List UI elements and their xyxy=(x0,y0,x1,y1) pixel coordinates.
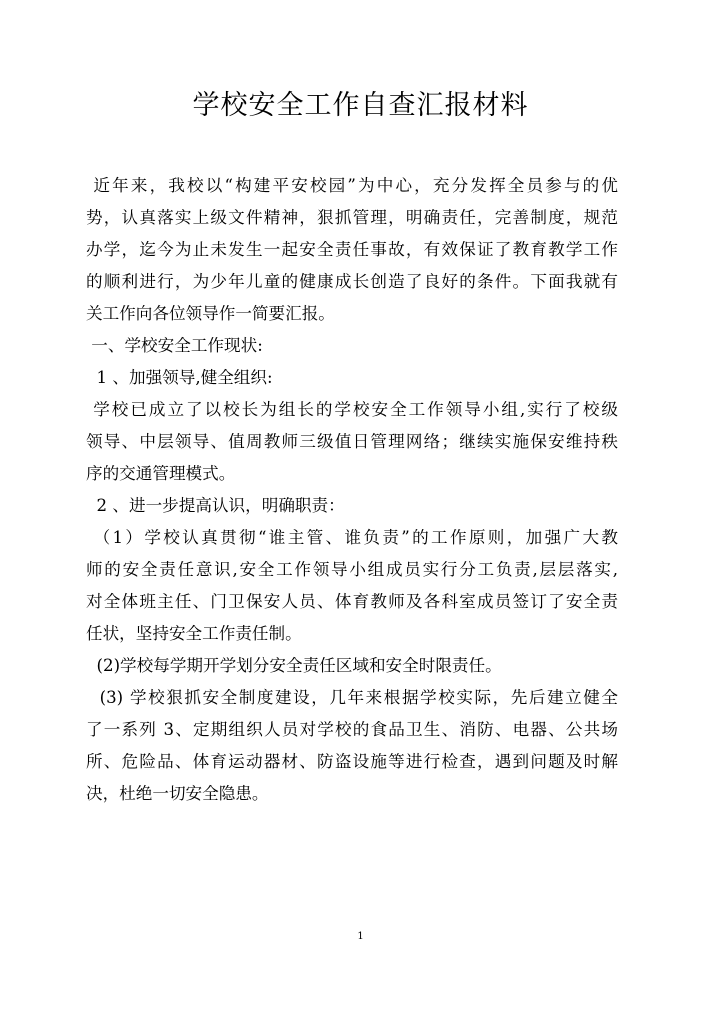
text-line: 一、学校安全工作现状: xyxy=(86,336,263,355)
text-line: 对全体班主任、门卫保安人员、体育教师及各科室成员签订了安全责 xyxy=(86,592,618,611)
text-line: 序的交通管理模式。 xyxy=(86,464,236,483)
page-number: 1 xyxy=(357,931,364,942)
text-line: 决，杜绝一切安全隐患。 xyxy=(86,784,269,803)
text-line: 所、危险品、体育运动器材、防盗设施等进行检查，遇到问题及时解 xyxy=(86,752,618,771)
text-line: （1）学校认真贯彻“谁主管、谁负责”的工作原则，加强广大教 xyxy=(86,528,618,547)
text-line: 任状，坚持安全工作责任制。 xyxy=(86,624,302,643)
text-line: 的顺利进行，为少年儿童的健康成长创造了良好的条件。下面我就有 xyxy=(86,272,618,291)
text-line: 学校已成立了以校长为组长的学校安全工作领导小组,实行了校级 xyxy=(86,400,618,419)
text-line: (2)学校每学期开学划分安全责任区域和安全时限责任。 xyxy=(86,656,502,675)
document-title: 学校安全工作自查汇报材料 xyxy=(192,90,529,121)
text-line: 领导、中层领导、值周教师三级值日管理网络；继续实施保安维持秩 xyxy=(86,432,618,451)
text-line: 势，认真落实上级文件精神，狠抓管理，明确责任，完善制度，规范 xyxy=(86,208,618,227)
text-line: (3) 学校狠抓安全制度建设，几年来根据学校实际，先后建立健全 xyxy=(86,688,618,707)
text-line: 办学，迄今为止未发生一起安全责任事故，有效保证了教育教学工作 xyxy=(86,240,618,259)
text-line: 师的安全责任意识,安全工作领导小组成员实行分工负责,层层落实, xyxy=(86,560,618,579)
text-line: 1 、加强领导,健全组织: xyxy=(86,368,273,387)
text-line: 了一系列 3、定期组织人员对学校的食品卫生、消防、电器、公共场 xyxy=(86,720,618,739)
document-body xyxy=(86,170,618,810)
text-line: 近年来，我校以“构建平安校园”为中心，充分发挥全员参与的优 xyxy=(86,176,618,195)
text-line: 2 、进一步提高认识，明确职责： xyxy=(86,496,345,515)
text-line: 关工作向各位领导作一简要汇报。 xyxy=(86,304,335,323)
